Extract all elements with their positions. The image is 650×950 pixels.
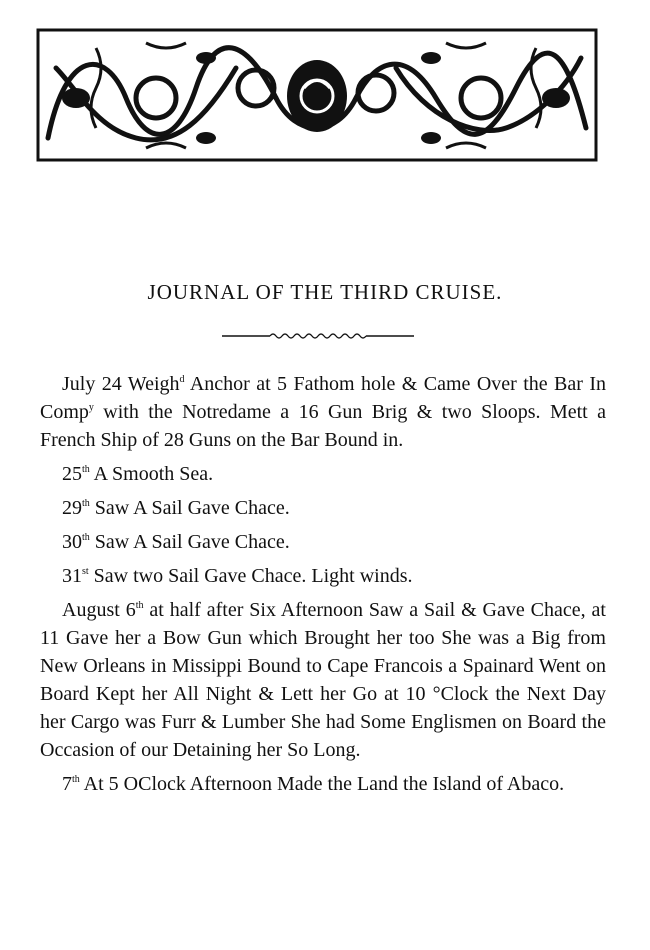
journal-entry	[40, 528, 606, 556]
journal-entry	[40, 770, 606, 798]
journal-entry	[40, 460, 606, 488]
superscript: th	[82, 532, 90, 543]
entry-text: At 5 OClock Afternoon Made the Land the Island of Abaco.	[79, 773, 565, 795]
entry-text: Saw two Sail Gave Chace. Light winds.	[88, 565, 413, 587]
decorative-wavy-rule	[222, 330, 414, 342]
journal-entry	[40, 562, 606, 590]
journal-entry	[40, 494, 606, 522]
entry-text: Weigh	[121, 373, 180, 395]
entry-text: Saw A Sail Gave Chace.	[89, 531, 290, 553]
entry-text: Anchor at 5 Fathom hole & Came Over the Bar In Comp	[40, 373, 606, 423]
superscript: st	[82, 566, 89, 577]
entry-date: August 6	[62, 599, 136, 621]
entry-date: 25	[62, 463, 82, 485]
page-title: JOURNAL OF THE THIRD CRUISE.	[147, 280, 503, 304]
superscript: th	[82, 464, 90, 475]
entry-text: with the Notredame a 16 Gun Brig & two Sloops. Mett a French Ship of 28 Guns on the Bar Bound in.	[40, 401, 606, 451]
superscript: th	[135, 600, 144, 611]
journal-body	[40, 370, 606, 804]
entry-text: Saw A Sail Gave Chace.	[89, 497, 290, 519]
entry-date: 29	[62, 497, 82, 519]
superscript: th	[72, 774, 80, 785]
entry-date: July 24	[62, 373, 122, 395]
entry-date: 7	[62, 773, 72, 795]
superscript: d	[179, 374, 185, 385]
entry-date: 30	[62, 531, 82, 553]
decorative-headpiece-ornament	[36, 28, 598, 162]
entry-text: at half after Six Afternoon Saw a Sail & Gave Chace, at 11 Gave her a Bow Gun which Brought her too She was a Big from New Orleans in Missippi Bound to Cape Francois a Spainard Went on Board Kept her All Night & Lett her Go at 10 °Clock the Next Day her Cargo was Furr & Lumber She had Some Englismen on Board the Occasion of our Detaining her So Long.	[40, 599, 606, 761]
journal-entry	[40, 596, 606, 764]
superscript: th	[82, 498, 90, 509]
entry-text: A Smooth Sea.	[89, 463, 214, 485]
journal-entry	[40, 370, 606, 454]
entry-date: 31	[62, 565, 82, 587]
superscript: y	[88, 402, 94, 413]
